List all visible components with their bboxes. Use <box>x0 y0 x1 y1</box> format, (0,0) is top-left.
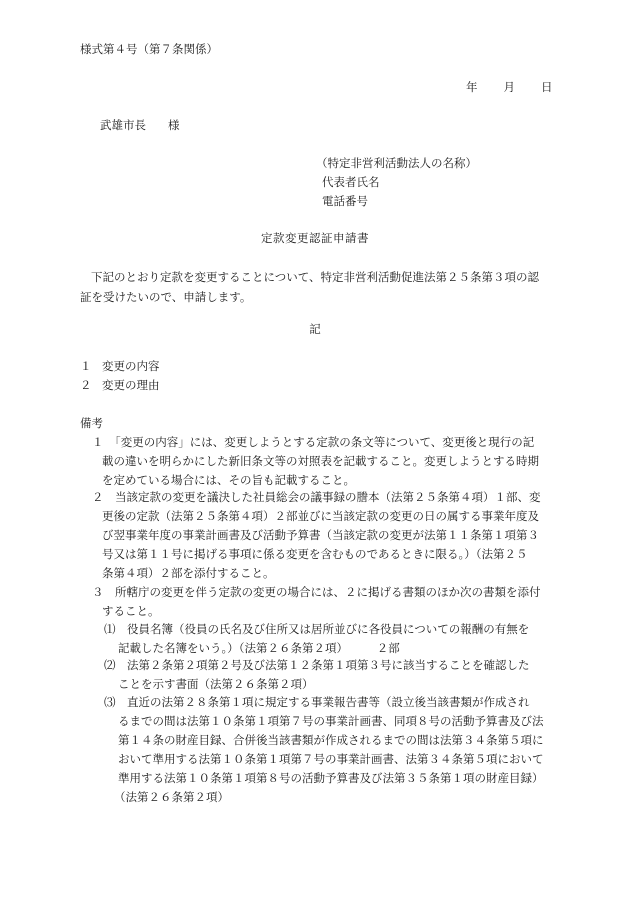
ki-heading: 記 <box>309 322 321 336</box>
intro-paragraph <box>80 267 550 307</box>
remark-line: （法第２６条第２項） <box>114 790 229 804</box>
applicant-phone: 電話番号 <box>322 194 368 208</box>
applicant-org-name: （特定非営利活動法人の名称） <box>316 156 477 170</box>
date-day: 日 <box>541 80 553 94</box>
addressee-honorific: 様 <box>168 118 180 132</box>
intro-line: 下記のとおり定款を変更することについて、特定非営利活動促進法第２５条第３項の認 <box>91 270 540 284</box>
remark-line: 更後の定款（法第２５条第４項）２部並びに当該定款の変更の日の属する事業年度及 <box>102 509 539 523</box>
remark-line: 号又は第１１号に掲げる事項に係る変更を含むものであるときに限る。）（法第２５ <box>102 547 528 561</box>
remark-line: ３ 所轄庁の変更を伴う定款の変更の場合には、２に掲げる書類のほか次の書類を添付 <box>92 585 541 599</box>
list-item <box>80 380 160 392</box>
item-number: １ <box>80 359 92 373</box>
remark-line: び翌事業年度の事業計画書及び活動予算書（当該定款の変更が法第１１条第１項第３ <box>102 528 539 542</box>
date-month: 月 <box>503 80 515 94</box>
date-line <box>466 82 553 94</box>
remark-line: １ 「変更の内容」には、変更しようとする定款の条文等について、変更後と現行の記 <box>92 435 535 449</box>
remark-line: ⑵ 法第２条第２項第２号及び法第１２条第１項第３号に該当することを確認した <box>104 658 530 672</box>
remark-line: 条第４項）２部を添付すること。 <box>102 566 275 580</box>
remark-line: おいて準用する法第１０条第１項第７号の事業計画書、法第３４条第５項において <box>118 752 544 766</box>
remark-line: ⑶ 直近の法第２８条第１項に規定する事業報告書等（設立後当該書類が作成され <box>104 695 530 709</box>
addressee <box>100 120 180 132</box>
item-label: 変更の内容 <box>102 359 160 373</box>
item-number: ２ <box>80 378 92 392</box>
remark-line: ことを示す書面（法第２６条第２項） <box>118 677 314 691</box>
remark-line: るまでの間は法第１０条第１項第７号の事業計画書、同項８号の活動予算書及び法 <box>118 714 544 728</box>
form-number: 様式第４号（第７条関係） <box>80 42 218 56</box>
list-item <box>80 361 160 373</box>
remark-line: 第１４条の財産目録、合併後当該書類が作成されるまでの間は法第３４条第５項に <box>118 733 544 747</box>
applicant-representative: 代表者氏名 <box>322 175 380 189</box>
document-title: 定款変更認証申請書 <box>261 231 369 245</box>
remark-line: すること。 <box>102 604 160 618</box>
remark-line: ⑴ 役員名簿（役員の氏名及び住所又は居所並びに各役員についての報酬の有無を <box>104 622 530 636</box>
item-label: 変更の理由 <box>102 378 160 392</box>
remark-line: ２ 当該定款の変更を議決した社員総会の議事録の謄本（法第２５条第４項）１部、変 <box>92 490 541 504</box>
intro-line: 証を受けたいので、申請します。 <box>80 290 252 304</box>
remarks-heading: 備考 <box>80 416 103 430</box>
addressee-name: 武雄市長 <box>100 118 146 132</box>
remark-line: 準用する法第１０条第１項第８号の活動予算書及び法第３５条第１項の財産目録） <box>118 771 544 785</box>
date-year: 年 <box>466 80 478 94</box>
remark-line: を定めている場合には、その旨も記載すること。 <box>102 473 355 487</box>
remark-line: 記載した名簿をいう。）（法第２６条第２項） ２部 <box>118 641 400 655</box>
remark-line: 載の違いを明らかにした新旧条文等の対照表を記載すること。変更しようとする時期 <box>102 454 539 468</box>
